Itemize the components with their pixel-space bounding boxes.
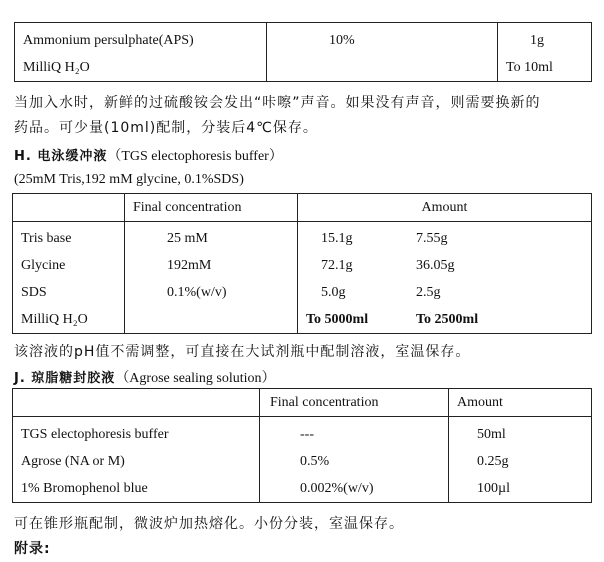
aps-amount-cell: 1g [530, 33, 544, 48]
table-header-row [13, 194, 592, 222]
section-h-heading-bold: H. 电泳缓冲液 [14, 149, 108, 164]
tgs-row-conc [167, 306, 289, 333]
tgs-row-amount-2500: 7.55g [416, 231, 448, 246]
agrose-row-amount: 50ml [477, 427, 506, 442]
agrose-row-name: Agrose (NA or M) [21, 454, 125, 469]
aps-name-cell: Ammonium persulphate(APS) [23, 33, 194, 48]
section-j-heading-bold: J. 琼脂糖封胶液 [14, 371, 116, 386]
tgs-note: 该溶液的pH值不需调整，可直接在大试剂瓶中配制溶液，室温保存。 [14, 344, 471, 360]
tgs-header-conc: Final concentration [125, 194, 298, 222]
agrose-header-conc: Final concentration [260, 389, 449, 417]
table-row [13, 222, 592, 334]
agrose-row-name: TGS electophoresis buffer [21, 427, 169, 442]
tgs-row-amount-5000: 15.1g [321, 231, 353, 246]
table-row [15, 23, 592, 82]
table-header-row [13, 389, 592, 417]
tgs-row-name: MilliQ H₂O [21, 312, 88, 327]
tgs-row-amount-2500: 36.05g [416, 258, 455, 273]
tgs-row-amount-5000: 72.1g [321, 258, 353, 273]
agrose-row-conc: 0.5% [300, 454, 330, 469]
agrose-row-amount: 100µl [477, 481, 510, 496]
tgs-row-conc: 192mM [167, 258, 212, 273]
water-name-cell: MilliQ H₂O [23, 60, 90, 75]
aps-table-block [14, 22, 592, 82]
appendix-heading: 附录: [14, 541, 51, 557]
tgs-row-name: Tris base [21, 231, 72, 246]
aps-conc-cell: 10% [329, 33, 355, 48]
tgs-row-amount-5000: To 5000ml [306, 312, 369, 327]
tgs-row-name: SDS [21, 285, 47, 300]
tgs-table-block [12, 193, 592, 334]
tgs-row-conc: 25 mM [167, 231, 208, 246]
section-h-heading [14, 145, 283, 165]
tgs-row-amount-2500: To 2500ml [416, 312, 479, 327]
aps-note-line2: 药品。可少量(10ml)配制，分装后4℃保存。 [14, 120, 318, 136]
tgs-header-amount: Amount [298, 194, 592, 222]
agrose-row-conc: 0.002%(w/v) [300, 481, 374, 496]
agrose-row-conc: --- [300, 427, 314, 442]
tgs-row-conc: 0.1%(w/v) [167, 285, 227, 300]
section-j-heading-rest: （Agrose sealing solution） [115, 371, 276, 386]
agrose-note: 可在锥形瓶配制，微波炉加热熔化。小份分装，室温保存。 [14, 516, 404, 532]
section-h-heading-rest: （TGS electophoresis buffer） [107, 149, 283, 164]
agrose-row-amount: 0.25g [477, 454, 509, 469]
tgs-row-amount-5000: 5.0g [321, 285, 346, 300]
section-j-heading [14, 367, 276, 387]
table-row [13, 417, 592, 503]
tgs-row-amount-2500: 2.5g [416, 285, 441, 300]
tgs-row-name: Glycine [21, 258, 66, 273]
aps-table [14, 22, 592, 82]
water-amount-cell: To 10ml [506, 60, 553, 75]
agrose-row-name: 1% Bromophenol blue [21, 481, 148, 496]
agrose-table [12, 388, 592, 503]
agrose-header-amount: Amount [449, 389, 592, 417]
section-h-subheading: (25mM Tris,192 mM glycine, 0.1%SDS) [14, 172, 244, 187]
agrose-table-block [12, 388, 592, 503]
aps-note-line1: 当加入水时，新鲜的过硫酸铵会发出“咔嚓”声音。如果没有声音，则需要换新的 [14, 95, 541, 111]
tgs-table [12, 193, 592, 334]
